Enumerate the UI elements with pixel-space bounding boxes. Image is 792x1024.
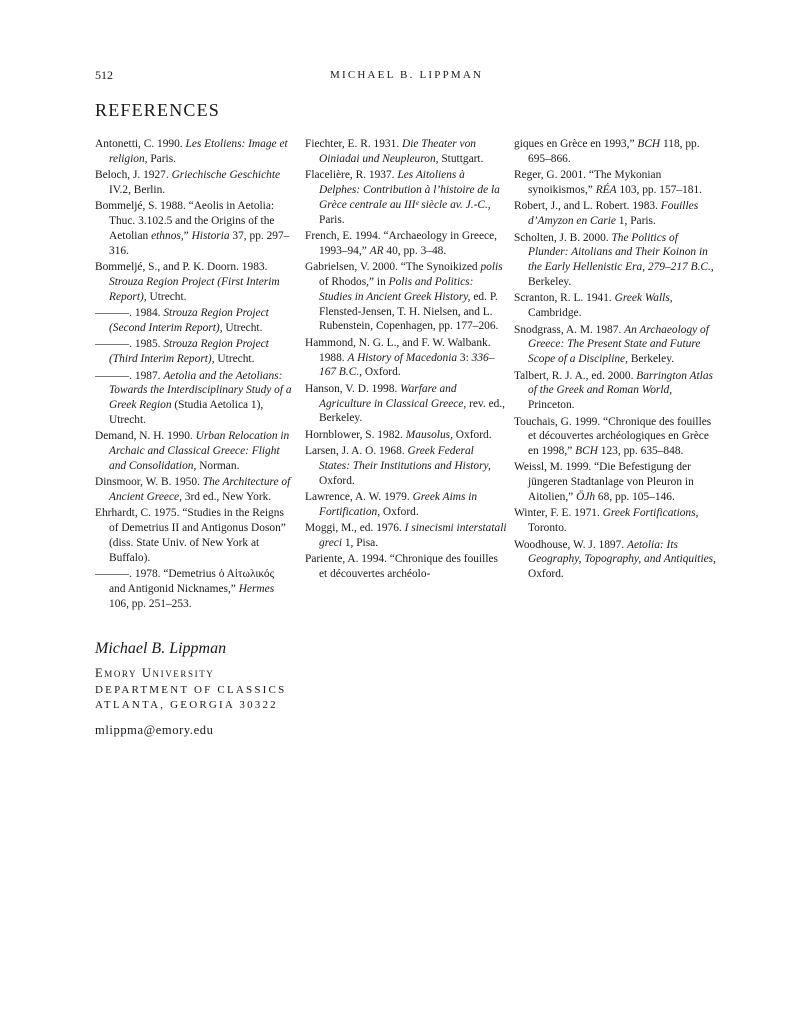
reference-title: Warfare and Agriculture in Classical Greece,	[319, 382, 467, 410]
reference-title: ethnos,	[151, 229, 184, 242]
reference-title: Aetolia and the Aetolians: Towards the Interdisciplinary Study of a Greek Region	[109, 369, 292, 412]
reference-text: Berkeley.	[627, 353, 675, 366]
reference-text: Utrecht.	[214, 353, 255, 366]
reference-text: Oxford.	[362, 366, 401, 379]
reference-entry	[305, 428, 507, 443]
reference-text: Flacelière, R. 1937.	[305, 169, 398, 182]
reference-entry	[514, 199, 719, 229]
reference-text: 103, pp. 157–181.	[616, 183, 703, 196]
reference-title: I sinecismi interstatali greci	[319, 522, 507, 550]
reference-text: ———. 1978. “Demetrius ὁ Αἰτωλικός and Antigonid Nicknames,”	[95, 568, 275, 596]
reference-entry	[305, 382, 507, 426]
reference-text: Beloch, J. 1927.	[95, 169, 172, 182]
reference-title: A History of Macedonia	[347, 351, 458, 364]
reference-entry	[95, 337, 293, 367]
reference-text: 123, pp. 635–848.	[597, 445, 684, 458]
reference-text: 40, pp. 3–48.	[383, 244, 447, 257]
reference-entry	[305, 552, 507, 582]
reference-text: Oxford.	[452, 428, 492, 441]
reference-text: Ehrhardt, C. 1975. “Studies in the Reigns of Demetrius II and Antigonus Doson” (diss. State Univ. of New York at Buffalo).	[95, 507, 286, 564]
reference-title: Urban Relocation in Archaic and Classical Greece: Flight and Consolidation,	[109, 430, 290, 472]
author-affiliation	[95, 640, 286, 738]
reference-title: Mausolus,	[405, 428, 453, 441]
reference-text: Touchais, G. 1999. “Chronique des fouilles et découvertes archéologiques en Grèce en 1998,”	[514, 415, 712, 458]
reference-text: Berkeley.	[528, 275, 572, 288]
reference-text: Toronto.	[528, 522, 567, 535]
reference-text: Scholten, J. B. 2000.	[514, 231, 612, 244]
references-column-3	[514, 137, 719, 584]
reference-text: Antonetti, C. 1990.	[95, 138, 186, 150]
reference-text: Bommeljé, S. 1988. “Aeolis in Aetolia: Thuc. 3.102.5 and the Origins of the Aetolian	[95, 200, 275, 242]
reference-entry	[514, 323, 719, 367]
reference-text: Demand, N. H. 1990.	[95, 430, 196, 443]
reference-title: ÖJh	[576, 491, 596, 504]
reference-title: Fouilles d’Amyzon en Carie	[528, 200, 699, 228]
reference-title: BCH	[637, 138, 661, 150]
reference-text: 106, pp. 251–253.	[109, 597, 192, 610]
author-name: Michael B. Lippman	[95, 640, 227, 657]
reference-entry	[305, 137, 507, 167]
reference-title: Strouza Region Project (Third Interim Report),	[109, 338, 269, 366]
reference-text: Paris.	[147, 152, 176, 165]
reference-title: Greek Walls,	[614, 292, 673, 305]
page-number: 512	[95, 68, 113, 82]
author-address: ATLANTA, GEORGIA 30322	[95, 699, 278, 711]
reference-text: Hanson, V. D. 1998.	[305, 382, 401, 395]
reference-title: Greek Federal States: Their Institutions and History,	[319, 445, 491, 472]
reference-title: The Politics of Plunder: Aitolians and Their Koinon in the Early Hellenistic Era, 279–217 B.C.,	[528, 231, 714, 274]
reference-text: Hammond, N. G. L., and F. W. Walbank. 1988.	[305, 336, 491, 364]
reference-entry	[95, 429, 293, 473]
reference-title: Strouza Region Project (Second Interim Report),	[109, 307, 269, 334]
reference-text: Fiechter, E. R. 1931.	[305, 138, 402, 150]
reference-title: Les Etoliens: Image et religion,	[109, 138, 288, 165]
reference-title: Strouza Region Project (First Interim Report),	[109, 275, 280, 303]
reference-text: 1, Pisa.	[341, 537, 379, 550]
reference-text: Gabrielsen, V. 2000. “The Synoikized	[305, 261, 481, 274]
reference-text: giques en Grèce en 1993,”	[514, 138, 638, 150]
reference-title: AR	[369, 244, 384, 257]
reference-entry	[514, 415, 719, 459]
reference-text: Scranton, R. L. 1941.	[514, 292, 615, 305]
references-heading: REFERENCES	[95, 100, 221, 120]
reference-title: Griechische Geschichte	[171, 169, 281, 182]
reference-entry	[514, 538, 719, 582]
author-university: Emory University	[95, 666, 215, 680]
reference-text: Cambridge.	[528, 307, 582, 320]
reference-entry	[514, 291, 719, 321]
reference-title: The Architecture of Ancient Greece,	[109, 476, 291, 504]
reference-text: Weissl, M. 1999. “Die Befestigung der jüngeren Stadtanlage von Pleuron in Aitolien,”	[514, 461, 694, 504]
reference-text: Utrecht.	[222, 321, 263, 334]
reference-title: RÉA	[595, 183, 617, 196]
reference-entry	[305, 444, 507, 488]
reference-entry	[95, 369, 293, 428]
reference-entry	[95, 137, 293, 167]
reference-entry	[305, 490, 507, 520]
reference-entry	[95, 306, 293, 336]
reference-text: Lawrence, A. W. 1979.	[305, 491, 413, 504]
reference-title: Die Theater von Oiniadai und Neupleuron,	[319, 138, 477, 165]
running-head: MICHAEL B. LIPPMAN	[330, 69, 484, 81]
reference-text: Oxford.	[528, 568, 564, 581]
reference-text: 118, pp. 695–866.	[528, 138, 700, 165]
reference-entry	[514, 231, 719, 290]
references-column-2	[305, 137, 507, 584]
reference-text: Talbert, R. J. A., ed. 2000.	[514, 369, 637, 382]
reference-text: Moggi, M., ed. 1976.	[305, 522, 405, 535]
reference-entry	[95, 168, 293, 198]
reference-text: ”	[183, 229, 192, 242]
reference-text: Winter, F. E. 1971.	[514, 507, 603, 520]
reference-text: Oxford.	[319, 474, 355, 487]
reference-entry	[95, 567, 293, 611]
reference-text: French, E. 1994. “Archaeology in Greece, 1993–94,”	[305, 229, 497, 257]
reference-text: 3:	[457, 351, 472, 364]
reference-text: Princeton.	[528, 399, 575, 412]
reference-entry	[305, 229, 507, 259]
reference-text: rev. ed., Berkeley.	[319, 397, 506, 425]
reference-title: An Archaeology of Greece: The Present State and Future Scope of a Discipline,	[528, 323, 709, 366]
reference-text: ———. 1984.	[95, 307, 164, 320]
reference-text: 68, pp. 105–146.	[595, 491, 675, 504]
reference-title: Greek Aims in Fortification,	[319, 491, 478, 518]
reference-text: Robert, J., and L. Robert. 1983.	[514, 200, 661, 213]
reference-text: 1, Paris.	[615, 215, 656, 228]
reference-text: Hornblower, S. 1982.	[305, 428, 406, 441]
reference-entry	[305, 521, 507, 551]
reference-text: 37, pp. 297–316.	[109, 229, 290, 257]
reference-text: ———. 1985.	[95, 338, 164, 351]
reference-text: Snodgrass, A. M. 1987.	[514, 323, 625, 336]
reference-title: Historia	[191, 229, 230, 242]
reference-entry	[305, 336, 507, 380]
reference-entry	[514, 369, 719, 413]
reference-entry	[514, 506, 719, 536]
reference-entry	[514, 137, 719, 167]
reference-text: Woodhouse, W. J. 1897.	[514, 538, 627, 551]
reference-title: Aetolia: Its Geography, Topography, and Antiquities,	[528, 538, 716, 566]
reference-entry	[95, 260, 293, 304]
reference-title: Les Aitoliens à Delphes: Contribution à l’histoire de la Grèce centrale au IIIᵉ siècle av. J.-C.,	[319, 169, 500, 211]
author-department: DEPARTMENT OF CLASSICS	[95, 684, 287, 696]
reference-title: 336–167 B.C.,	[319, 351, 495, 379]
references-column-1	[95, 137, 293, 613]
reference-text: ———. 1987.	[95, 369, 164, 382]
reference-text: 3rd ed., New York.	[181, 491, 272, 504]
reference-text: Dinsmoor, W. B. 1950.	[95, 476, 203, 489]
reference-entry	[514, 168, 719, 198]
reference-entry	[305, 168, 507, 227]
reference-text: Paris.	[319, 213, 345, 226]
reference-text: of Rhodos,” in	[319, 275, 389, 288]
reference-text: Oxford.	[380, 505, 419, 518]
reference-title: Greek Fortifications,	[602, 507, 699, 520]
reference-text: Norman.	[196, 459, 240, 472]
reference-text: Reger, G. 2001. “The Mykonian synoikismos,”	[514, 169, 662, 196]
reference-text: Stuttgart.	[438, 152, 484, 165]
reference-entry	[95, 475, 293, 505]
reference-text: Utrecht.	[146, 290, 187, 303]
reference-title: BCH	[575, 445, 598, 458]
reference-text: ed. P. Flensted-Jensen, T. H. Nielsen, and L. Rubenstein, Copenhagen, pp. 177–206.	[319, 290, 499, 333]
reference-entry	[95, 506, 293, 565]
reference-title: Barrington Atlas of the Greek and Roman World,	[528, 369, 713, 397]
reference-title: Polis and Politics: Studies in Ancient Greek History,	[319, 275, 474, 303]
reference-title: Hermes	[238, 583, 275, 596]
reference-entry	[305, 260, 507, 334]
reference-text: Pariente, A. 1994. “Chronique des fouilles et découvertes archéolo-	[305, 553, 498, 581]
reference-entry	[514, 460, 719, 504]
author-email: mlippma@emory.edu	[95, 723, 214, 737]
reference-text: (Studia Aetolica 1), Utrecht.	[109, 399, 264, 426]
reference-title: polis	[480, 261, 503, 274]
reference-entry	[95, 199, 293, 258]
reference-text: Bommeljé, S., and P. K. Doorn. 1983.	[95, 261, 268, 274]
reference-text: IV.2, Berlin.	[109, 183, 166, 196]
reference-text: Larsen, J. A. O. 1968.	[305, 445, 408, 458]
